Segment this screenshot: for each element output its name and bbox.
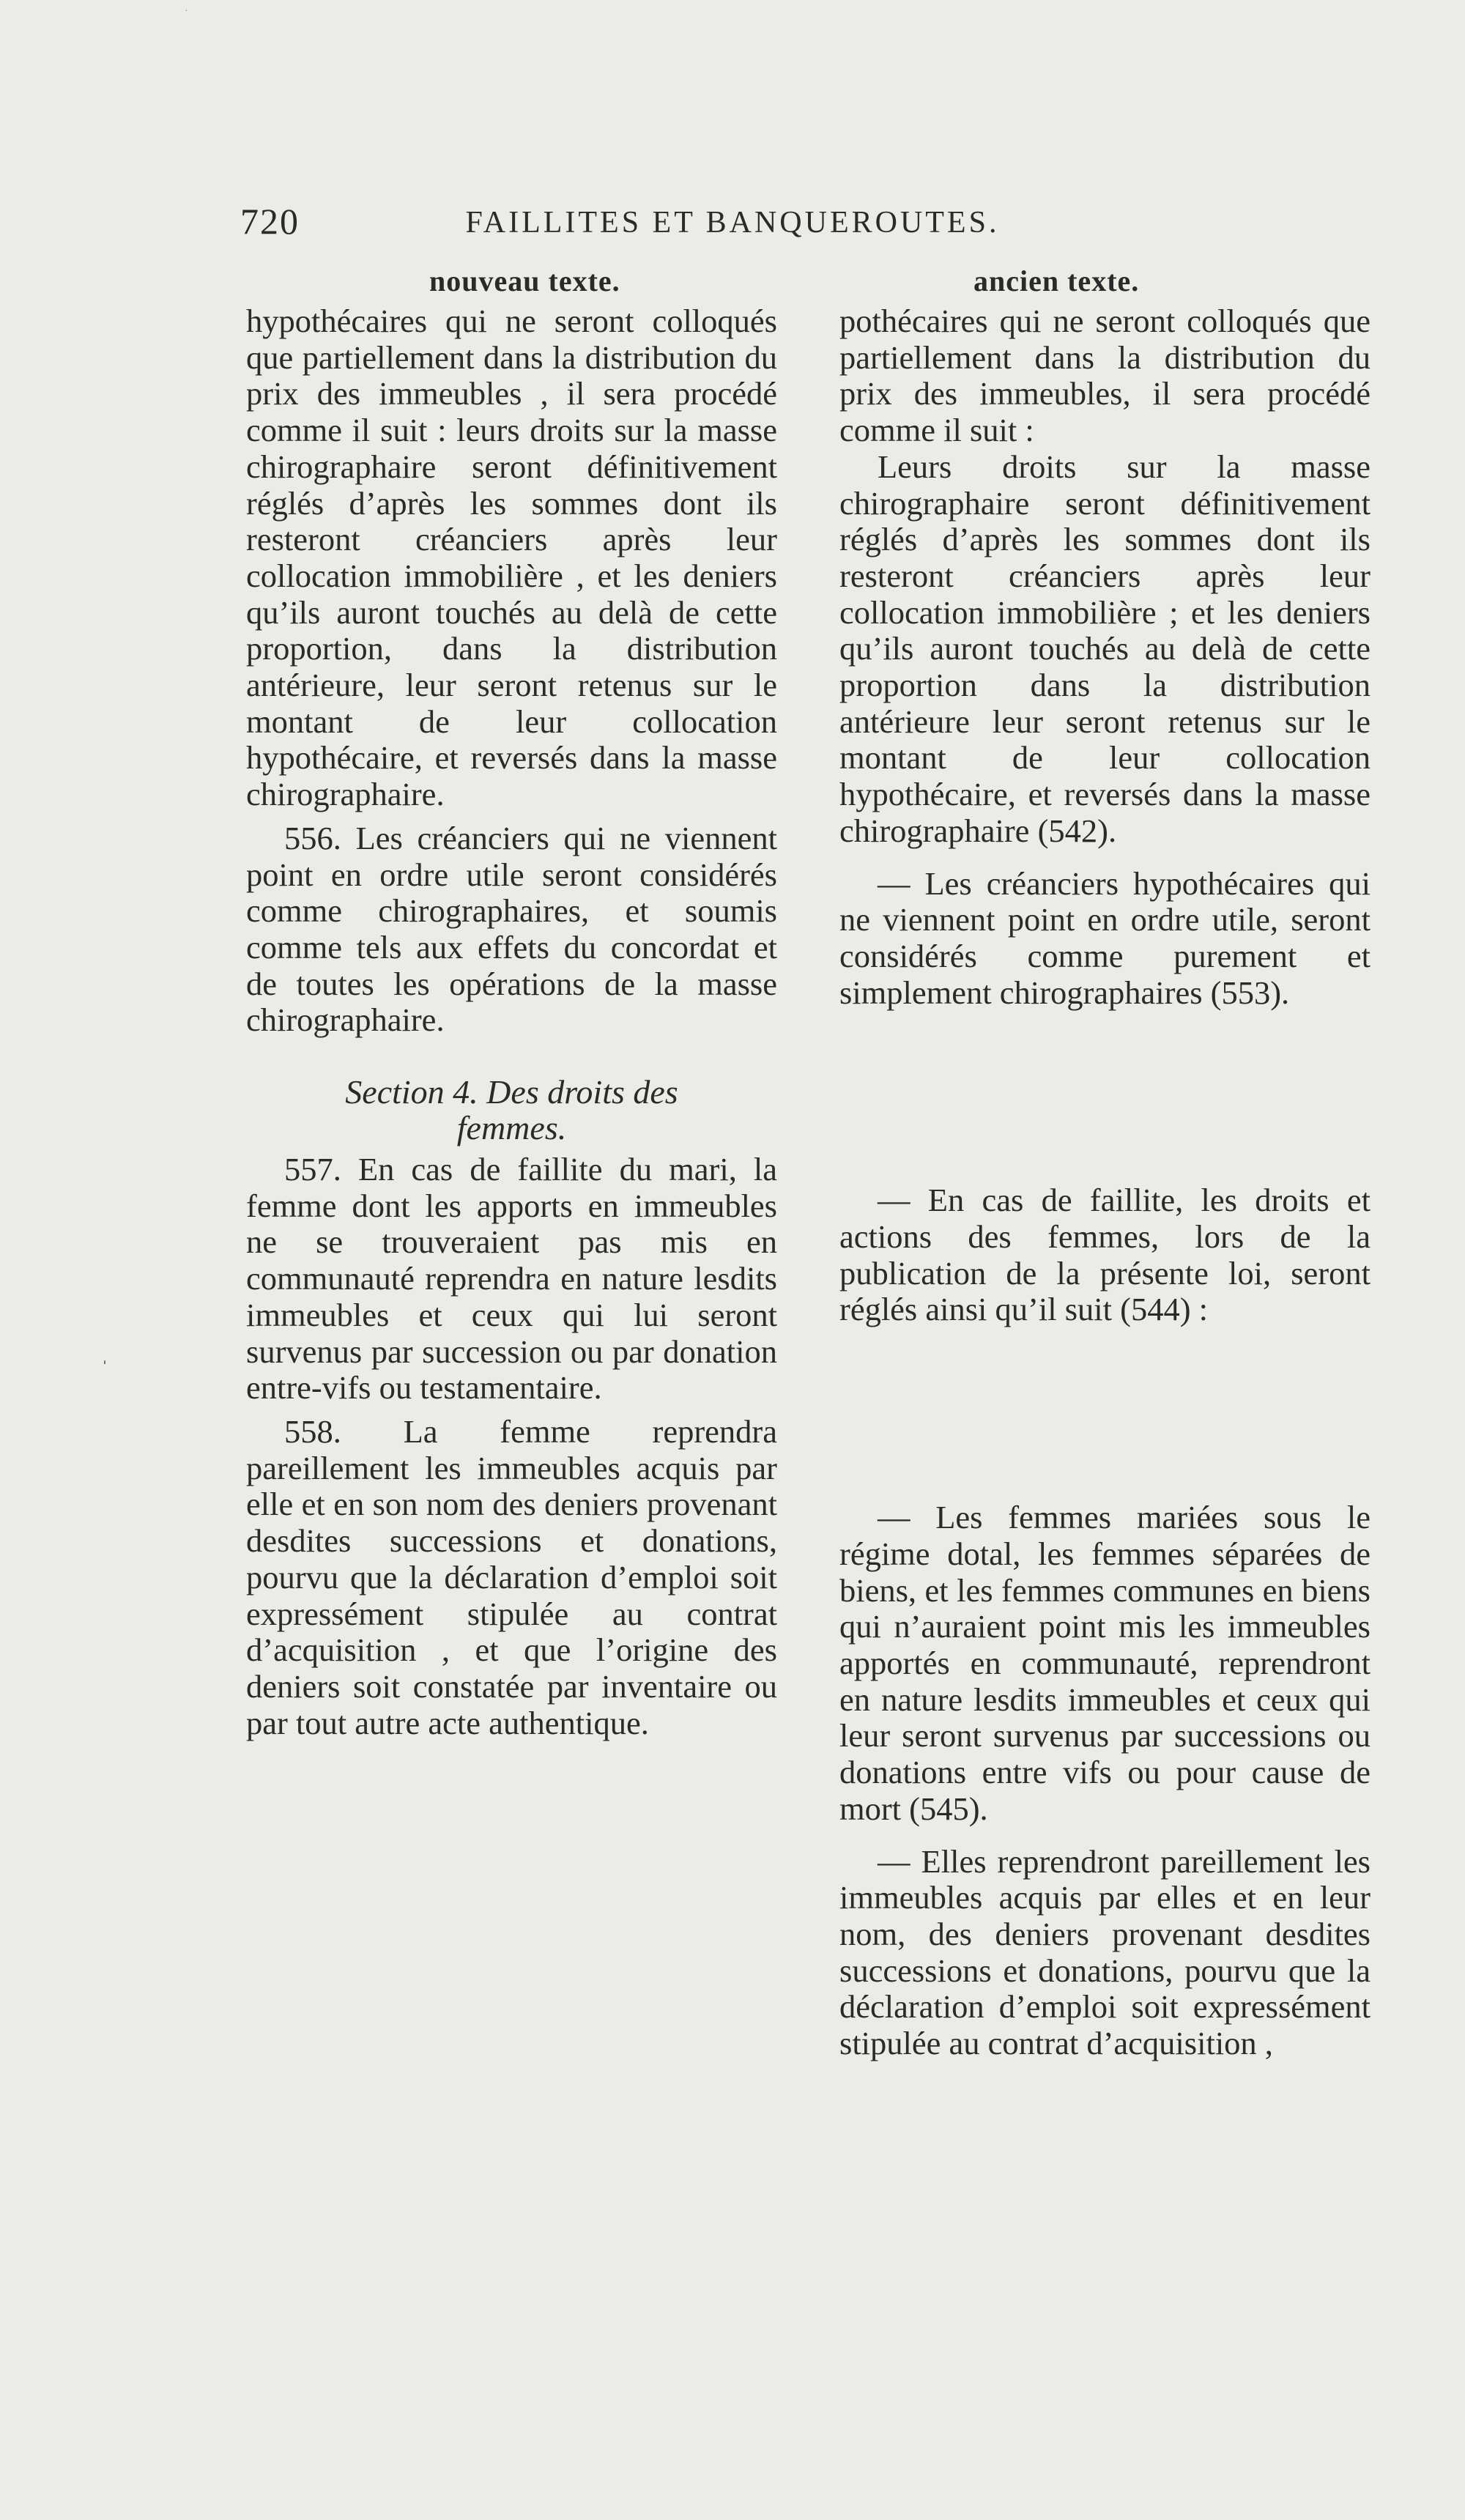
right-paragraph-2: Leurs droits sur la masse chirographaire seront définitivement réglés d’après les sommes dont ils resteront créanciers après leur collocation immobilière ; et les deniers qu’ils auront touchés au delà de cette proportion dans la distribution antérieure leur seront retenus sur le montant de leur collocation hypothécaire, et reversés dans la masse chirographaire (542). bbox=[839, 448, 1371, 849]
page-speck: · bbox=[185, 6, 188, 17]
right-column-old-text bbox=[839, 265, 1371, 2062]
right-column-heading: ancien texte. bbox=[973, 264, 1140, 297]
right-paragraph-4: — En cas de faillite, les droits et actions des femmes, lors de la publication de la présente loi, seront réglés ainsi qu’il suit (544) : bbox=[839, 1182, 1371, 1328]
margin-mark: ˈ bbox=[101, 1357, 108, 1381]
right-paragraph-1: pothécaires qui ne seront colloqués que partiellement dans la distribution du prix des immeubles, il sera procédé comme il suit : bbox=[839, 303, 1371, 449]
section-heading-line-1: Section 4. Des droits des bbox=[345, 1073, 678, 1111]
section-heading-line-2: femmes. bbox=[456, 1109, 567, 1147]
section-heading bbox=[246, 1074, 777, 1146]
left-paragraph-556: 556. Les créanciers qui ne viennent point en ordre utile seront considérés comme chirographaires, et soumis comme tels aux effets du concordat et de toutes les opérations de la masse chirographaire. bbox=[246, 819, 777, 1039]
left-column-new-text bbox=[246, 265, 777, 1741]
left-paragraph-558: 558. La femme reprendra pareillement les immeubles acquis par elle et en son nom des deniers provenant desdites successions et donations, pourvu que la déclaration d’emploi soit expressément stipulée au contrat d’acquisition , et que l’origine des deniers soit constatée par inventaire ou par tout autre acte authentique. bbox=[246, 1412, 777, 1741]
right-paragraph-3: — Les créanciers hypothécaires qui ne viennent point en ordre utile, seront considérés comme purement et simplement chirographaires (553). bbox=[839, 864, 1371, 1011]
left-paragraph-557: 557. En cas de faillite du mari, la femme dont les apports en immeubles ne se trouveraient pas mis en communauté reprendra en nature lesdits immeubles et ceux qui lui seront survenus par succession ou par donation entre-vifs ou testamentaire. bbox=[246, 1151, 777, 1407]
running-head: FAILLITES ET BANQUEROUTES. bbox=[465, 206, 1000, 240]
right-paragraph-5: — Les femmes mariées sous le régime dotal, les femmes séparées de biens, et les femmes communes en biens qui n’auraient point mis les immeubles apportés en communauté, reprendront en nature lesdits immeubles et ceux qui leur seront survenus par successions ou donations entre vifs ou pour cause de mort (545). bbox=[839, 1499, 1371, 1827]
right-paragraph-6: — Elles reprendront pareillement les immeubles acquis par elles et en leur nom, des deniers provenant desdites successions et donations, pourvu que la déclaration d’emploi soit expressément stipulée au contrat d’acquisition , bbox=[839, 1842, 1371, 2062]
left-paragraph-1: hypothécaires qui ne seront colloqués que partiellement dans la distribution du prix des immeubles , il sera procédé comme il suit : leurs droits sur la masse chirographaire seront définitivement réglés d’après les sommes dont ils resteront créanciers après leur collocation immobilière , et les deniers qu’ils auront touchés au delà de cette proportion, dans la distribution antérieure, leur seront retenus sur le montant de leur collocation hypothécaire, et reversés dans la masse chirographaire. bbox=[246, 303, 777, 813]
page-number: 720 bbox=[240, 201, 300, 242]
left-column-heading: nouveau texte. bbox=[429, 264, 620, 297]
